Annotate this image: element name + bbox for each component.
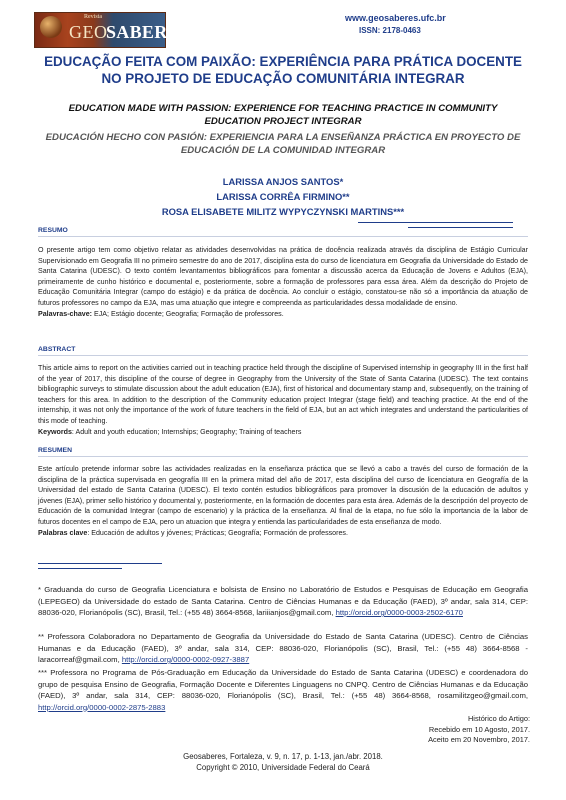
abstract-keywords-label: Keywords — [38, 427, 72, 436]
citation-footer — [40, 751, 526, 773]
section-divider — [38, 355, 528, 356]
resumo-keywords: EJA; Estágio docente; Geografia; Formação de professores. — [94, 309, 284, 318]
footnote-1 — [38, 584, 528, 619]
history-accepted: Aceito em 20 Novembro, 2017. — [428, 735, 530, 744]
resumo-body: O presente artigo tem como objetivo relatar as atividades desenvolvidas na prática de docência realizada através da disciplina de Estágio Curricular Supervisionado em Geografia III no primeiro semestre do ano de 2017, disciplina esta do curso de licenciatura em Geografia da Universidade do Estado de Santa Catarina (UDESC). O texto contém levantamentos bibliográficos para fomentar a discussão acerca da Educação de Jovens e Adultos (EJA), primeiramente de cunho histórico e documental e, posteriormente, sobre a formação de professores para essa área. Além da descrição do Projeto de Educação Comunitária Integrar (campo do estágio) e da prática de docência. Ao concluir o estágio, constatou-se não só a importância da atuação de futuros professores no campo da EJA, mas uma atuação que integre e compreenda as particularidades dessa modalidade de ensino. — [38, 246, 528, 307]
authors-divider — [358, 222, 513, 223]
citation-line-2: Copyright © 2010, Universidade Federal do Ceará — [196, 763, 370, 772]
author-2: LARISSA CORRÊA FIRMINO** — [216, 191, 350, 202]
history-label: Histórico do Artigo: — [467, 714, 530, 723]
resumen-text — [38, 464, 528, 538]
author-list — [40, 174, 526, 219]
resumen-body: Este artículo pretende informar sobre las actividades realizadas en la enseñanza práctica que se llevó a cabo a través del curso de formación de la disciplina de la práctica supervisada en geografía III en la primera mitad del año de 2017, esta disciplina del curso de licenciatura en Geografía de la Universidad del estado de Santa Catarina (UDESC). El texto contén estudios bibliográficos para promover la discusión de la educación de adultos y jóvenes (EJA), primer sello histórico y documental y, posteriormente, en la formación de docentes para esta área. Además de la descripción del proyecto de Educación de la comunidad Integrar (campo de escenario) y la práctica de la enseñanza. Al final de la etapa, no fue sólo la importancia de la labor de futuros docentes en el campo de EJA, pero un atuacion que integra y entienda las particularidades de esta enseñanza de modo. — [38, 465, 528, 526]
journal-website[interactable]: www.geosaberes.ufc.br — [345, 13, 446, 23]
resumo-text — [38, 245, 528, 319]
title-portuguese: EDUCAÇÃO FEITA COM PAIXÃO: EXPERIÊNCIA PARA PRÁTICA DOCENTE NO PROJETO DE EDUCAÇÃO COMUNITÁRIA INTEGRAR — [44, 54, 522, 86]
author-1: LARISSA ANJOS SANTOS* — [222, 176, 344, 187]
resumen-keywords: : Educación de adultos y jóvenes; Prácticas; Geografía; Formación de professores. — [87, 528, 348, 537]
journal-issn: ISSN: 2178-0463 — [359, 26, 421, 35]
orcid-link-1[interactable]: http://orcid.org/0000-0003-2502-6170 — [335, 608, 463, 617]
article-history — [428, 714, 530, 746]
logo-revista-text: Revista — [84, 14, 102, 20]
orcid-link-3[interactable]: http://orcid.org/0000-0002-2875-2883 — [38, 702, 166, 712]
abstract-text — [38, 363, 528, 437]
title-spanish: EDUCACIÓN HECHO CON PASIÓN: EXPERIENCIA PARA LA ENSEÑANZA PRÁCTICA EN PROYECTO DE EDUCACIÓN DE LA COMUNIDAD INTEGRAR — [45, 132, 521, 156]
section-divider — [38, 236, 528, 237]
logo-saberes-text: SABERES — [106, 22, 191, 42]
citation-line-1: Geosaberes, Fortaleza, v. 9, n. 17, p. 1-13, jan./abr. 2018. — [183, 752, 383, 761]
resumen-keywords-label: Palabras clave — [38, 528, 88, 537]
globe-icon — [40, 16, 62, 38]
abstract-keywords: : Adult and youth education; Internships; Geography; Training of teachers — [71, 427, 302, 436]
resumen-heading: RESUMEN — [38, 447, 72, 454]
footnote-3 — [38, 667, 528, 713]
title-english: EDUCATION MADE WITH PASSION: EXPERIENCE FOR TEACHING PRACTICE IN COMMUNITY EDUCATION PROJECT INTEGRAR — [68, 103, 498, 127]
resumo-heading: RESUMO — [38, 227, 68, 234]
footnote-divider-short — [38, 568, 122, 569]
footnote-2-text: ** Professora Colaboradora no Departamento de Geografia da Universidade do Estado de Santa Catarina (UDESC). Centro de Ciências Humanas e da Educação (FAED), 3º andar, sala 314, CEP: 88036-020, Florianópolis (SC), Brasil, Tel.: (+55 48) 3664-8568 - laracorreaf@gmail.com, — [38, 632, 528, 664]
footnote-1-text: * Graduanda do curso de Geografia Licenciatura e bolsista de Ensino no Laboratório de Estudos e Pesquisas de Educação em Geografia (LEPEGEO) da Universidade do estado de Santa Catarina. Centro de Ciências Humanas e da Educação (FAED), 3º andar, sala 314, CEP: 88036-020, Florianópolis (SC), Brasil, Tel.: (+55 48) 3664-8568, lariiianjos@gmail.com, — [38, 585, 528, 617]
footnote-divider — [38, 563, 162, 564]
logo-geo-text: GEO — [69, 22, 108, 42]
resumo-keywords-label: Palavras-chave: — [38, 309, 93, 318]
footnote-2 — [38, 631, 528, 666]
history-received: Recebido em 10 Agosto, 2017. — [428, 724, 530, 734]
orcid-link-2[interactable]: http://orcid.org/0000-0002-0927-3887 — [121, 655, 250, 664]
author-3: ROSA ELISABETE MILITZ WYPYCZYNSKI MARTINS*** — [161, 206, 405, 217]
footnote-3-text: *** Professora no Programa de Pós-Graduação em Educação da Universidade do Estado de Santa Catarina (UDESC) e coordenadora do grupo de pesquisa Ensino de Geografia, Formação Docente e Diferentes Linguagens no CNPQ. Centro de Ciências Humanas e da Educação (FAED), 3º andar, sala 314, CEP: 88036-020, Florianópolis (SC), Brasil, Tel.: (+55 48) 3664-8568, rosamilitzgeo@gmail.com, — [38, 668, 528, 700]
section-divider — [38, 456, 528, 457]
abstract-heading: ABSTRACT — [38, 346, 76, 353]
abstract-body: This article aims to report on the activities carried out in teaching practice held through the discipline of Supervised internship in geography III in the first half of the year of 2017, this discipline of the course of degree in Geography from the University of the State of Santa Catarina (UDESC). The text contains bibliographic surveys to stimulate discussion about the adult education (EJA), first of historical and documentary stamp and, subsequently, on the training of teachers for this area. In addition to the description of the Community education project Integrar (stage field) and teaching practice. At the end of the internship, it was not only the importance of the work of future teachers in the field of EJA, but an act which integrates and understand the particularities of this mode of teaching. — [38, 364, 528, 425]
authors-divider-short — [408, 227, 513, 228]
